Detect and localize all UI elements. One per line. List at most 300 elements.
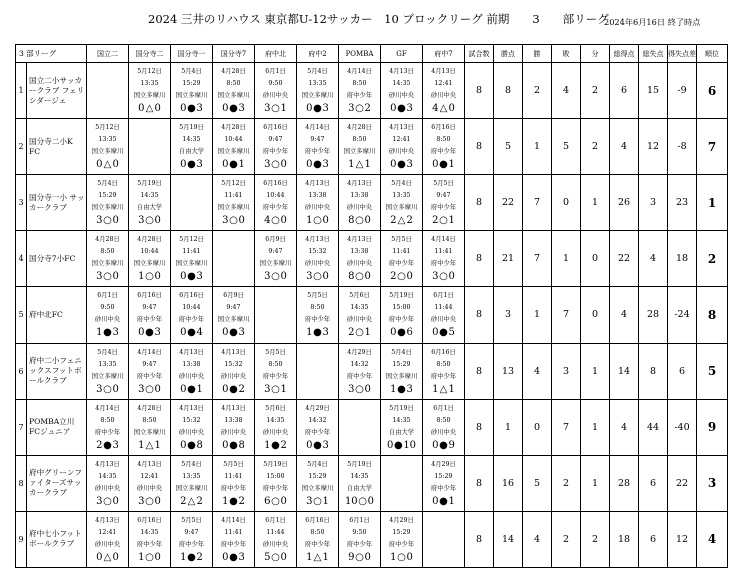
match-date: 5月4日 <box>181 68 202 76</box>
match-date: 4月13日 <box>221 348 246 356</box>
match-venue: 府中少年 <box>304 316 331 324</box>
team-number: 3 <box>16 175 27 231</box>
match-cell <box>381 119 423 175</box>
match-time: 14:35 <box>182 136 201 144</box>
match-result <box>129 495 170 508</box>
match-date: 4月28日 <box>137 236 162 244</box>
match-cell <box>213 343 255 399</box>
result-mark: ○ <box>145 551 154 563</box>
match-result <box>339 270 380 283</box>
score-home: 10 <box>344 495 358 507</box>
match-date: 6月16日 <box>137 292 162 300</box>
stat-value: 13 <box>494 343 523 399</box>
score-away: 0 <box>448 103 455 115</box>
match-time: 12:41 <box>392 136 411 144</box>
score-away: 0 <box>367 495 375 507</box>
result-mark: ● <box>439 495 448 507</box>
match-time: 13:38 <box>224 416 243 424</box>
match-time: 11:44 <box>434 304 453 312</box>
match-cell <box>297 119 339 175</box>
result-mark: ○ <box>355 103 364 115</box>
result-mark: ○ <box>271 215 280 227</box>
stat-value: 28 <box>639 287 668 343</box>
match-time: 9:47 <box>268 248 283 256</box>
score-away: 3 <box>112 327 119 339</box>
match-venue: 国立多摩川 <box>91 204 124 212</box>
score-away: 0 <box>154 215 161 227</box>
score-home: 1 <box>432 383 439 395</box>
score-home: 2 <box>390 271 397 283</box>
result-mark: ○ <box>397 551 406 563</box>
score-home: 3 <box>96 383 103 395</box>
score-home: 2 <box>432 215 439 227</box>
match-result <box>423 495 464 508</box>
match-time: 9:50 <box>100 304 115 312</box>
match-result <box>381 270 422 283</box>
match-venue: 砂川中央 <box>220 372 247 380</box>
result-mark: △ <box>355 159 364 171</box>
result-mark: ● <box>187 327 196 339</box>
match-cell <box>255 175 297 231</box>
rank-value: 8 <box>697 287 728 343</box>
match-time: 10:44 <box>140 248 159 256</box>
score-home: 1 <box>390 551 397 563</box>
match-venue: 府中少年 <box>346 372 373 380</box>
match-result <box>129 439 170 452</box>
match-result <box>213 495 254 508</box>
self-match-cell <box>339 399 381 455</box>
score-home: 2 <box>348 327 355 339</box>
match-cell <box>297 511 339 567</box>
score-away: 10 <box>403 439 417 451</box>
match-venue: 砂川中央 <box>430 428 457 436</box>
score-home: 0 <box>432 495 439 507</box>
match-result <box>381 214 422 227</box>
self-match-cell <box>255 287 297 343</box>
match-venue: 府中少年 <box>346 92 373 100</box>
match-venue: 国立多摩川 <box>91 148 124 156</box>
match-date: 6月1日 <box>265 68 286 76</box>
match-cell <box>171 287 213 343</box>
match-date: 5月19日 <box>389 292 414 300</box>
match-result <box>171 551 212 564</box>
score-home: 0 <box>180 383 187 395</box>
match-date: 5月12日 <box>221 180 246 188</box>
rank-value: 1 <box>697 175 728 231</box>
result-mark: ○ <box>145 271 154 283</box>
match-time: 15:29 <box>392 528 411 536</box>
score-home: 1 <box>96 327 103 339</box>
match-date: 4月13日 <box>305 180 330 188</box>
score-away: 0 <box>364 551 371 563</box>
score-away: 0 <box>112 215 119 227</box>
stat-value: 4 <box>552 63 581 119</box>
match-result <box>297 495 338 508</box>
match-cell <box>339 287 381 343</box>
match-result <box>339 102 380 115</box>
match-venue: 府中少年 <box>94 428 121 436</box>
score-home: 3 <box>348 383 355 395</box>
match-cell <box>339 231 381 287</box>
match-cell <box>339 119 381 175</box>
match-time: 8:50 <box>142 416 157 424</box>
match-date: 4月13日 <box>179 348 204 356</box>
match-venue: 国立多摩川 <box>91 260 124 268</box>
match-venue: 国立多摩川 <box>259 260 292 268</box>
match-venue: 国立多摩川 <box>91 372 124 380</box>
match-venue: 国立多摩川 <box>133 92 166 100</box>
match-cell <box>255 343 297 399</box>
match-time: 15:00 <box>392 304 411 312</box>
match-cell <box>381 399 423 455</box>
match-time: 8:50 <box>310 304 325 312</box>
match-venue: 砂川中央 <box>388 92 415 100</box>
match-venue: 府中少年 <box>178 316 205 324</box>
rank-value: 3 <box>697 455 728 511</box>
match-date: 4月28日 <box>137 404 162 412</box>
match-date: 6月16日 <box>263 180 288 188</box>
score-away: 0 <box>154 103 161 115</box>
stat-value: 1 <box>581 343 610 399</box>
match-time: 13:35 <box>98 136 117 144</box>
match-time: 8:50 <box>352 80 367 88</box>
match-time: 8:50 <box>310 528 325 536</box>
match-result <box>129 214 170 227</box>
score-away: 3 <box>322 103 329 115</box>
score-away: 0 <box>112 551 119 563</box>
result-mark: ● <box>229 439 238 451</box>
match-date: 5月19日 <box>389 404 414 412</box>
match-result <box>255 551 296 564</box>
match-date: 5月4日 <box>97 348 118 356</box>
match-time: 14:35 <box>350 472 369 480</box>
stat-value: 2 <box>552 455 581 511</box>
score-away: 1 <box>196 383 203 395</box>
result-mark: ● <box>145 327 154 339</box>
result-mark: ○ <box>355 383 364 395</box>
score-home: 0 <box>138 103 145 115</box>
match-result <box>213 102 254 115</box>
self-match-cell <box>129 119 171 175</box>
match-date: 6月1日 <box>97 292 118 300</box>
score-away: 5 <box>448 327 455 339</box>
result-mark: ○ <box>271 271 280 283</box>
match-cell <box>297 175 339 231</box>
score-away: 0 <box>280 271 287 283</box>
result-mark: ○ <box>271 495 280 507</box>
match-venue: 自由大学 <box>178 148 205 156</box>
score-home: 2 <box>96 439 103 451</box>
score-home: 0 <box>306 439 313 451</box>
stat-value: 6 <box>639 455 668 511</box>
result-mark: ● <box>187 159 196 171</box>
score-away: 1 <box>448 159 455 171</box>
stat-value: 8 <box>639 343 668 399</box>
score-away: 2 <box>196 551 203 563</box>
match-result <box>171 439 212 452</box>
match-cell <box>381 511 423 567</box>
col-header-opponent: 国分寺一 <box>171 45 213 63</box>
col-header-opponent: 国分寺二 <box>129 45 171 63</box>
score-home: 0 <box>180 103 187 115</box>
match-venue: 府中少年 <box>388 540 415 548</box>
match-result <box>381 158 422 171</box>
match-venue: 国立多摩川 <box>133 428 166 436</box>
col-header-stat: 得失点差 <box>668 45 697 63</box>
match-result <box>339 326 380 339</box>
match-result <box>129 270 170 283</box>
score-away: 3 <box>196 159 203 171</box>
stat-value: 23 <box>668 175 697 231</box>
match-venue: 砂川中央 <box>430 92 457 100</box>
match-cell <box>297 63 339 119</box>
match-result <box>339 495 380 508</box>
result-mark: ● <box>439 159 448 171</box>
match-result <box>381 383 422 396</box>
score-home: 1 <box>180 551 187 563</box>
match-venue: 自由大学 <box>136 204 163 212</box>
self-match-cell <box>87 63 129 119</box>
score-away: 0 <box>112 495 119 507</box>
result-mark: ● <box>439 327 448 339</box>
rank-value: 6 <box>697 63 728 119</box>
match-result <box>255 270 296 283</box>
score-away: 3 <box>238 551 245 563</box>
match-time: 13:38 <box>350 248 369 256</box>
col-header-stat: 総得点 <box>610 45 639 63</box>
match-venue: 府中少年 <box>388 260 415 268</box>
score-home: 2 <box>390 215 397 227</box>
match-result <box>213 439 254 452</box>
match-cell <box>423 343 465 399</box>
stat-value: 0 <box>581 287 610 343</box>
score-away: 0 <box>112 383 119 395</box>
match-venue: 砂川中央 <box>262 540 289 548</box>
match-result <box>297 158 338 171</box>
table-row <box>16 343 728 399</box>
result-mark: △ <box>103 159 112 171</box>
match-cell <box>381 231 423 287</box>
match-date: 6月9日 <box>265 236 286 244</box>
score-away: 1 <box>154 439 161 451</box>
score-home: 0 <box>390 327 397 339</box>
col-header-stat: 分 <box>581 45 610 63</box>
score-away: 3 <box>154 327 161 339</box>
match-cell <box>87 231 129 287</box>
stat-value: 8 <box>465 287 494 343</box>
match-venue: 府中少年 <box>136 372 163 380</box>
result-mark: ○ <box>313 495 322 507</box>
match-cell <box>381 287 423 343</box>
score-away: 1 <box>448 215 455 227</box>
match-venue: 砂川中央 <box>430 316 457 324</box>
match-result <box>297 214 338 227</box>
match-date: 4月13日 <box>179 404 204 412</box>
stat-value: 3 <box>552 343 581 399</box>
match-time: 8:50 <box>352 136 367 144</box>
match-date: 5月5日 <box>181 516 202 524</box>
match-result <box>171 270 212 283</box>
result-mark: △ <box>145 439 154 451</box>
match-time: 15:29 <box>308 472 327 480</box>
match-date: 5月5日 <box>391 236 412 244</box>
score-home: 1 <box>138 271 145 283</box>
match-time: 10:44 <box>266 192 285 200</box>
score-away: 3 <box>238 103 245 115</box>
match-time: 13:38 <box>350 192 369 200</box>
match-cell <box>423 231 465 287</box>
result-mark: ● <box>313 327 322 339</box>
match-date: 4月13日 <box>95 516 120 524</box>
match-result <box>129 383 170 396</box>
result-mark: ● <box>229 495 238 507</box>
score-away: 0 <box>154 271 161 283</box>
result-mark: ● <box>229 551 238 563</box>
match-cell <box>129 231 171 287</box>
stat-value: 4 <box>610 119 639 175</box>
score-away: 1 <box>238 159 245 171</box>
stat-value: 1 <box>494 399 523 455</box>
match-cell <box>255 231 297 287</box>
match-date: 4月29日 <box>389 516 414 524</box>
score-home: 0 <box>432 159 439 171</box>
stat-value: 1 <box>552 231 581 287</box>
team-name: 国分寺二小K FC <box>27 119 87 175</box>
match-result <box>171 158 212 171</box>
match-cell <box>171 119 213 175</box>
match-cell <box>297 231 339 287</box>
match-date: 5月4日 <box>391 348 412 356</box>
match-time: 8:50 <box>100 248 115 256</box>
match-cell <box>87 119 129 175</box>
col-header-stat: 総失点 <box>639 45 668 63</box>
match-venue: 砂川中央 <box>304 204 331 212</box>
match-time: 9:47 <box>310 136 325 144</box>
col-header-opponent: 府中7 <box>423 45 465 63</box>
table-row <box>16 287 728 343</box>
match-date: 5月4日 <box>181 460 202 468</box>
match-time: 13:35 <box>182 472 201 480</box>
match-venue: 府中少年 <box>220 540 247 548</box>
score-home: 0 <box>390 103 397 115</box>
match-cell <box>87 511 129 567</box>
match-result <box>255 214 296 227</box>
match-cell <box>213 175 255 231</box>
match-time: 10:44 <box>224 136 243 144</box>
match-result <box>381 102 422 115</box>
score-away: 3 <box>406 159 413 171</box>
stat-value: 8 <box>465 119 494 175</box>
match-cell <box>339 343 381 399</box>
match-cell <box>129 63 171 119</box>
match-venue: 砂川中央 <box>262 428 289 436</box>
stat-value: 8 <box>494 63 523 119</box>
match-time: 13:35 <box>140 80 159 88</box>
match-result <box>87 158 128 171</box>
match-date: 4月14日 <box>431 236 456 244</box>
result-mark: ● <box>229 159 238 171</box>
match-result <box>171 383 212 396</box>
stat-value: 21 <box>494 231 523 287</box>
self-match-cell <box>171 175 213 231</box>
score-home: 1 <box>264 439 271 451</box>
match-time: 15:29 <box>98 192 117 200</box>
match-venue: 府中少年 <box>430 204 457 212</box>
match-cell <box>423 175 465 231</box>
match-cell <box>87 399 129 455</box>
match-time: 15:29 <box>392 360 411 368</box>
match-cell <box>213 119 255 175</box>
result-mark: ● <box>397 383 406 395</box>
match-venue: 府中少年 <box>262 148 289 156</box>
match-cell <box>213 511 255 567</box>
match-cell <box>213 63 255 119</box>
match-date: 5月19日 <box>263 460 288 468</box>
result-mark: ● <box>187 271 196 283</box>
team-number: 4 <box>16 231 27 287</box>
result-mark: ○ <box>439 271 448 283</box>
match-date: 6月1日 <box>433 292 454 300</box>
self-match-cell <box>213 231 255 287</box>
league-table <box>15 44 728 568</box>
stat-value: 7 <box>523 231 552 287</box>
team-number: 5 <box>16 287 27 343</box>
match-time: 13:35 <box>98 360 117 368</box>
match-date: 6月1日 <box>349 516 370 524</box>
result-mark: ● <box>439 439 448 451</box>
stat-value: -24 <box>668 287 697 343</box>
match-date: 5月12日 <box>95 124 120 132</box>
stat-value: 15 <box>639 63 668 119</box>
score-away: 1 <box>322 495 329 507</box>
stat-value: 8 <box>465 175 494 231</box>
score-away: 3 <box>322 439 329 451</box>
match-date: 4月13日 <box>221 404 246 412</box>
match-date: 5月4日 <box>307 68 328 76</box>
rank-value: 5 <box>697 343 728 399</box>
score-home: 0 <box>432 327 439 339</box>
score-home: 5 <box>264 551 271 563</box>
match-time: 13:35 <box>392 192 411 200</box>
result-mark: ● <box>103 327 112 339</box>
score-away: 1 <box>364 159 371 171</box>
match-cell <box>87 343 129 399</box>
result-mark: ● <box>313 439 322 451</box>
stat-value: -9 <box>668 63 697 119</box>
team-number: 1 <box>16 63 27 119</box>
result-mark: ● <box>393 439 403 451</box>
match-venue: 府中少年 <box>304 540 331 548</box>
stat-value: 7 <box>523 175 552 231</box>
stat-value: 6 <box>668 343 697 399</box>
col-header-stat: 敗 <box>552 45 581 63</box>
match-result <box>255 102 296 115</box>
team-number: 8 <box>16 455 27 511</box>
result-mark: ● <box>313 103 322 115</box>
score-away: 0 <box>364 271 371 283</box>
result-mark: △ <box>313 551 322 563</box>
match-venue: 国立多摩川 <box>385 372 418 380</box>
match-time: 11:41 <box>224 192 243 200</box>
stat-value: 2 <box>552 511 581 567</box>
match-time: 13:35 <box>308 80 327 88</box>
stat-value: 44 <box>639 399 668 455</box>
match-cell <box>171 455 213 511</box>
stat-value: 5 <box>494 119 523 175</box>
team-number: 6 <box>16 343 27 399</box>
score-home: 0 <box>306 103 313 115</box>
result-mark: △ <box>103 551 112 563</box>
